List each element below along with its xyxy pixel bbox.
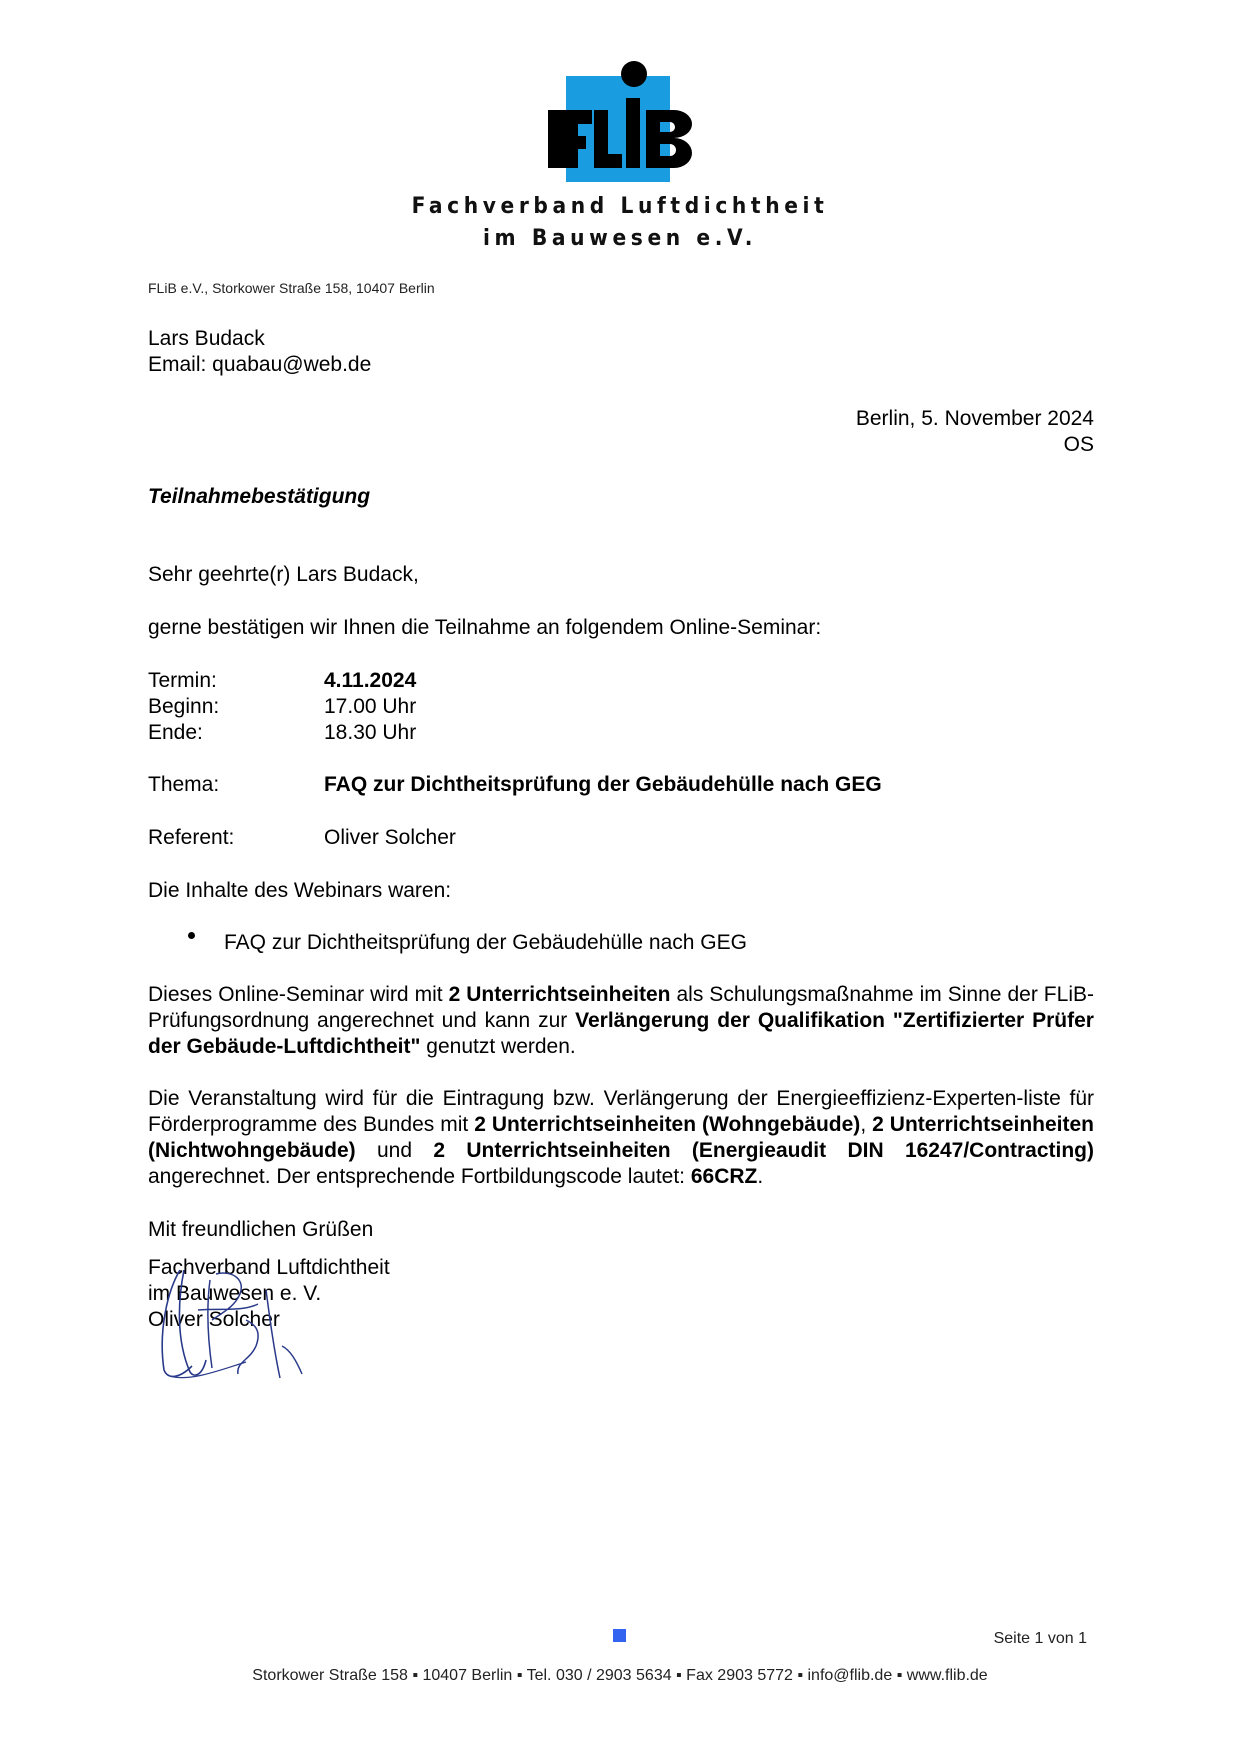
recipient-block (148, 326, 371, 378)
intro-text: gerne bestätigen wir Ihnen die Teilnahme an folgendem Online-Seminar: (148, 616, 822, 639)
contents-intro: Die Inhalte des Webinars waren: (148, 879, 452, 902)
sender-address-line: FLiB e.V., Storkower Straße 158, 10407 Berlin (148, 280, 435, 296)
bullet-icon (188, 932, 195, 939)
signature-org-line-2: im Bauwesen e. V. (148, 1282, 322, 1305)
subject-line: Teilnahmebestätigung (148, 485, 371, 508)
signature-org-line-1: Fachverband Luftdichtheit (148, 1256, 390, 1279)
org-name-line-1: Fachverband Luftdichtheit (411, 194, 829, 219)
date-block (856, 406, 1094, 458)
signature-name: Oliver Solcher (148, 1308, 280, 1331)
referent-label: Referent: (148, 826, 235, 849)
termin-value: 4.11.2024 (324, 669, 417, 692)
referent-value: Oliver Solcher (324, 826, 456, 849)
salutation: Sehr geehrte(r) Lars Budack, (148, 563, 419, 586)
thema-label: Thema: (148, 773, 220, 796)
flib-logo (548, 58, 696, 182)
thema-value: FAQ zur Dichtheitsprüfung der Gebäudehülle nach GEG (324, 773, 882, 796)
ende-value: 18.30 Uhr (324, 721, 417, 744)
author-initials: OS (1063, 433, 1094, 456)
letter-date: Berlin, 5. November 2024 (855, 407, 1094, 430)
beginn-label: Beginn: (148, 695, 220, 718)
beginn-value: 17.00 Uhr (324, 695, 417, 718)
page-number: Seite 1 von 1 (993, 1630, 1087, 1647)
paragraph-qualification: Dieses Online-Seminar wird mit 2 Unterrichtseinheiten als Schulungsmaßnahme im Sinne der FLiB-Prüfungsordnung angerechnet und kann zur Verlängerung der Qualifikation "Zertifizierter Prüfer der Gebäude-Luftdichtheit" genutzt werden. (148, 983, 1094, 1058)
org-name-line-2: im Bauwesen e.V. (483, 226, 757, 251)
footer-contact-line: Storkower Straße 158 ▪ 10407 Berlin ▪ Tel. 030 / 2903 5634 ▪ Fax 2903 5772 ▪ info@flib.de ▪ www.flib.de (252, 1667, 988, 1684)
recipient-name: Lars Budack (148, 327, 265, 350)
handwritten-signature (150, 1250, 320, 1390)
list-item: FAQ zur Dichtheitsprüfung der Gebäudehülle nach GEG (224, 931, 747, 954)
ende-label: Ende: (148, 721, 203, 744)
termin-label: Termin: (148, 669, 217, 692)
closing-greeting: Mit freundlichen Grüßen (148, 1218, 374, 1241)
recipient-email: Email: quabau@web.de (148, 353, 372, 376)
page-marker-square (613, 1629, 626, 1642)
paragraph-energy-experts: Die Veranstaltung wird für die Eintragung bzw. Verlängerung der Energieeffizienz-Experten-liste für Förderprogramme des Bundes mit 2 Unterrichtseinheiten (Wohngebäude), 2 Unterrichtseinheiten (Nichtwohngebäude) und 2 Unterrichtseinheiten (Energieaudit DIN 16247/Contracting) angerechnet. Der entsprechende Fortbildungscode lautet: 66CRZ. (148, 1087, 1094, 1188)
